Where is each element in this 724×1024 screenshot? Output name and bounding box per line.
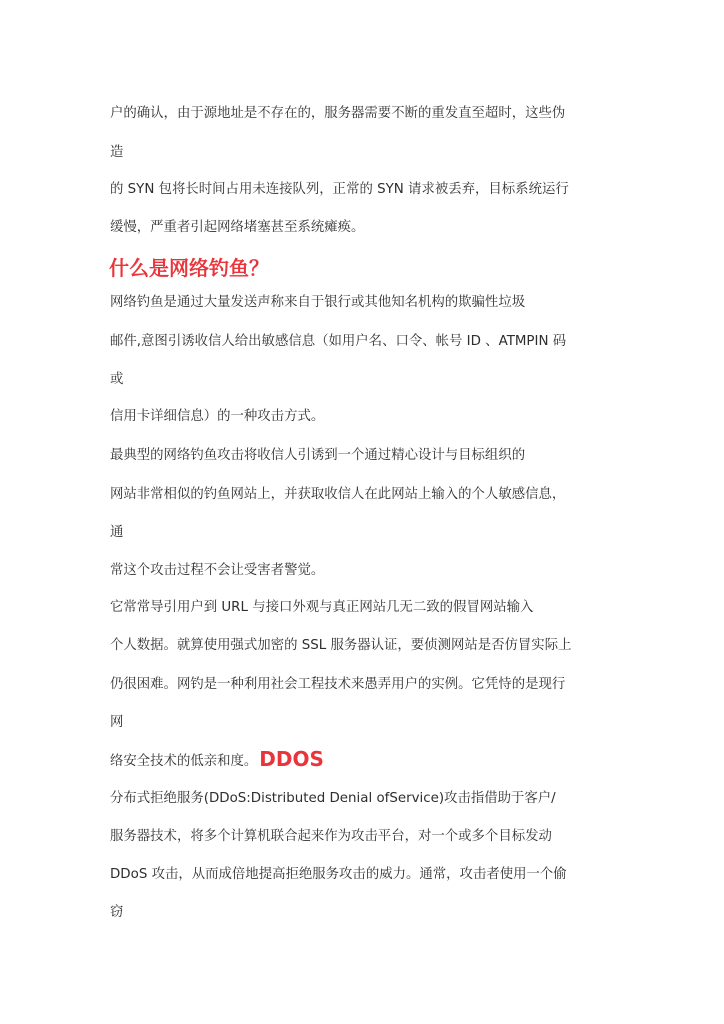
text-line: 服务器技术，将多个计算机联合起来作为攻击平台，对一个或多个目标发动 [110, 829, 552, 844]
text-line: 网 [110, 715, 124, 730]
text-line: 信用卡详细信息）的一种攻击方式。 [110, 409, 325, 424]
text-line-with-heading [110, 749, 324, 771]
text-line: 通 [110, 525, 124, 540]
section-heading-ddos: DDOS [259, 747, 324, 771]
text-line: 仍很困难。网钓是一种利用社会工程技术来愚弄用户的实例。它凭恃的是现行 [110, 677, 566, 692]
text-line: 它常常导引用户到 URL 与接口外观与真正网站几无二致的假冒网站输入 [110, 600, 534, 615]
text-line: 或 [110, 372, 124, 387]
text-line: 窃 [110, 905, 124, 920]
text-line: DDoS 攻击，从而成倍地提高拒绝服务攻击的威力。通常，攻击者使用一个偷 [110, 867, 567, 882]
text-line: 的 SYN 包将长时间占用未连接队列，正常的 SYN 请求被丢弃，目标系统运行 [110, 182, 569, 197]
text-line: 分布式拒绝服务(DDoS:Distributed Denial ofService)攻击指借助于客户/ [110, 791, 556, 806]
text-line: 个人数据。就算使用强式加密的 SSL 服务器认证，要侦测网站是否仿冒实际上 [110, 638, 572, 653]
text-line: 络安全技术的低亲和度。 [110, 754, 258, 769]
text-line: 邮件,意图引诱收信人给出敏感信息（如用户名、口令、帐号 ID 、ATMPIN 码 [110, 334, 567, 349]
text-line: 常这个攻击过程不会让受害者警觉。 [110, 563, 325, 578]
text-line: 网络钓鱼是通过大量发送声称来自于银行或其他知名机构的欺骗性垃圾 [110, 295, 526, 310]
section-heading-phishing: 什么是网络钓鱼？ [109, 256, 269, 280]
text-line: 户的确认，由于源地址是不存在的，服务器需要不断的重发直至超时，这些伪 [110, 106, 566, 121]
text-line: 网站非常相似的钓鱼网站上，并获取收信人在此网站上输入的个人敏感信息， [110, 487, 566, 502]
text-line: 造 [110, 145, 124, 160]
text-line: 缓慢，严重者引起网络堵塞甚至系统瘫痪。 [110, 220, 365, 235]
text-line: 最典型的网络钓鱼攻击将收信人引诱到一个通过精心设计与目标组织的 [110, 448, 526, 463]
